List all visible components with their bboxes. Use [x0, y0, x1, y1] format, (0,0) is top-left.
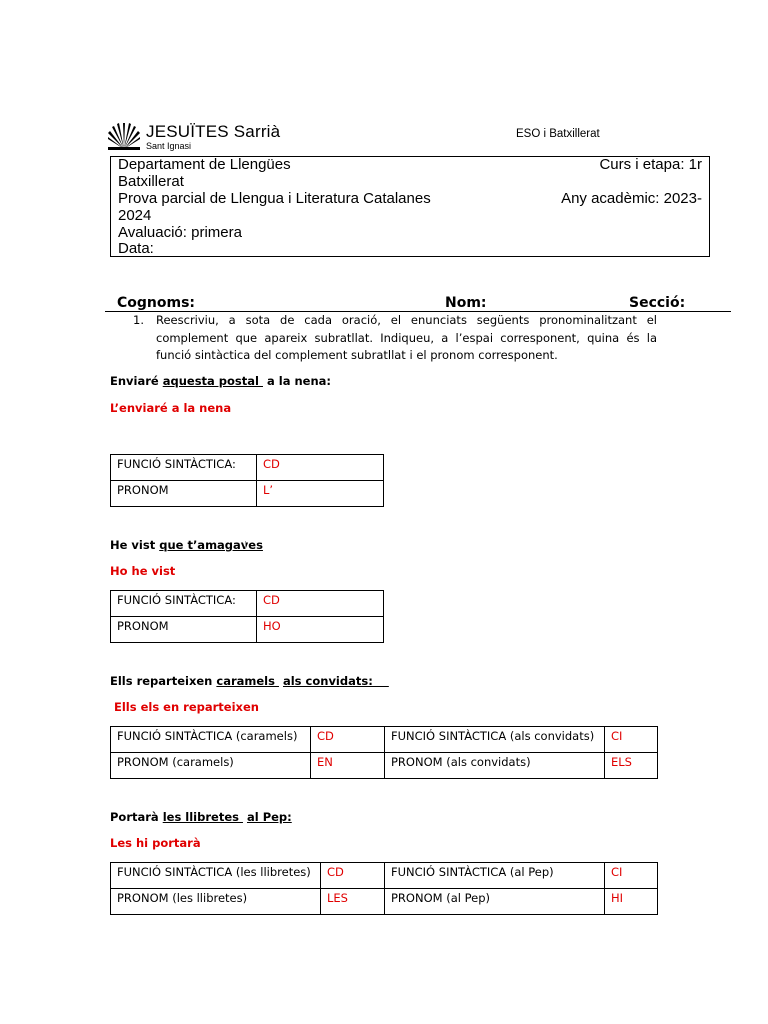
table-row — [111, 591, 384, 617]
exercise-1-sentence — [110, 374, 331, 388]
table-row — [111, 727, 658, 753]
exercise-1-answer: L’enviaré a la nena — [110, 401, 232, 415]
department-label: Departament de Llengües — [118, 156, 291, 173]
sentence-text: Portarà — [110, 810, 163, 824]
pronoun-label-2: PRONOM (al Pep) — [385, 889, 605, 915]
function-label-1: FUNCIÓ SINTÀCTICA (caramels) — [111, 727, 311, 753]
sentence-text: Ells reparteixen — [110, 674, 217, 688]
function-value: CD — [257, 455, 384, 481]
exercise-2-answer: Ho he vist — [110, 564, 176, 578]
exam-info-box — [110, 156, 710, 257]
underlined-complement-1: caramels — [216, 674, 279, 688]
function-label: FUNCIÓ SINTÀCTICA: — [111, 591, 257, 617]
academic-year-continuation: 2024 — [118, 207, 152, 224]
pronoun-value-1: LES — [321, 889, 385, 915]
exam-title: Prova parcial de Llengua i Literatura Catalanes — [118, 190, 431, 207]
school-logo — [108, 123, 280, 153]
exercise-4-sentence — [110, 810, 292, 824]
exercise-4-table — [110, 862, 658, 915]
pronoun-label: PRONOM — [111, 481, 257, 507]
table-row — [111, 753, 658, 779]
exercise-2-sentence — [110, 538, 263, 552]
date-label: Data: — [118, 240, 154, 257]
exercise-4-answer: Les hi portarà — [110, 836, 201, 850]
jesuites-sunburst-icon — [108, 123, 140, 151]
underlined-complement-2: als convidats: — [282, 674, 389, 688]
sentence-text: Enviaré — [110, 374, 163, 388]
pronoun-value-1: EN — [311, 753, 385, 779]
pronoun-value-2: ELS — [605, 753, 658, 779]
instructions — [110, 312, 657, 365]
exercise-3-table — [110, 726, 658, 779]
pronoun-value: HO — [257, 617, 384, 643]
function-value-1: CD — [311, 727, 385, 753]
academic-year-label: Any acadèmic: 2023- — [561, 190, 702, 207]
function-value-2: CI — [605, 727, 658, 753]
function-value-1: CD — [321, 863, 385, 889]
cursor-mark — [245, 541, 247, 549]
name-label: Nom: — [445, 295, 487, 311]
course-continuation: Batxillerat — [118, 173, 184, 190]
pronoun-value-2: HI — [605, 889, 658, 915]
pronoun-value: L’ — [257, 481, 384, 507]
exercise-3-answer: Ells els en reparteixen — [110, 700, 259, 714]
function-value: CD — [257, 591, 384, 617]
sentence-text: a la nena: — [262, 374, 331, 388]
exercise-2-table — [110, 590, 384, 643]
table-row — [111, 481, 384, 507]
sentence-text: He vist — [110, 538, 160, 552]
function-label: FUNCIÓ SINTÀCTICA: — [111, 455, 257, 481]
function-label-2: FUNCIÓ SINTÀCTICA (al Pep) — [385, 863, 605, 889]
table-row — [111, 617, 384, 643]
exercise-1-table — [110, 454, 384, 507]
table-row — [111, 863, 658, 889]
pronoun-label-1: PRONOM (caramels) — [111, 753, 311, 779]
underlined-complement-1: les llibretes — [162, 810, 243, 824]
instruction-text: Reescriviu, a sota de cada oració, el enunciats següents pronominalitzant el complement que apareix subratllat. Indiqueu, a l’espai corresponent, quina és la funció sintàctica del complement subratllat i el pronom corresponent. — [156, 313, 657, 362]
underlined-complement-2: al Pep: — [246, 810, 292, 824]
logo-name: JESUÏTES Sarrià — [146, 122, 281, 141]
function-label-2: FUNCIÓ SINTÀCTICA (als convidats) — [385, 727, 605, 753]
pronoun-label-1: PRONOM (les llibretes) — [111, 889, 321, 915]
section-label: Secció: — [629, 295, 686, 311]
pronoun-label: PRONOM — [111, 617, 257, 643]
underlined-complement: aquesta postal — [162, 374, 263, 388]
logo-subtitle: Sant Ignasi — [146, 141, 192, 151]
instruction-number: 1. — [133, 313, 144, 327]
underlined-complement: que t’amagaves — [159, 538, 263, 552]
function-value-2: CI — [605, 863, 658, 889]
pronoun-label-2: PRONOM (als convidats) — [385, 753, 605, 779]
program-label: ESO i Batxillerat — [516, 128, 600, 140]
function-label-1: FUNCIÓ SINTÀCTICA (les llibretes) — [111, 863, 321, 889]
table-row — [111, 889, 658, 915]
table-row — [111, 455, 384, 481]
surname-label: Cognoms: — [117, 295, 196, 311]
exercise-3-sentence — [110, 674, 389, 688]
course-label: Curs i etapa: 1r — [599, 156, 702, 173]
evaluation-label: Avaluació: primera — [118, 224, 242, 241]
